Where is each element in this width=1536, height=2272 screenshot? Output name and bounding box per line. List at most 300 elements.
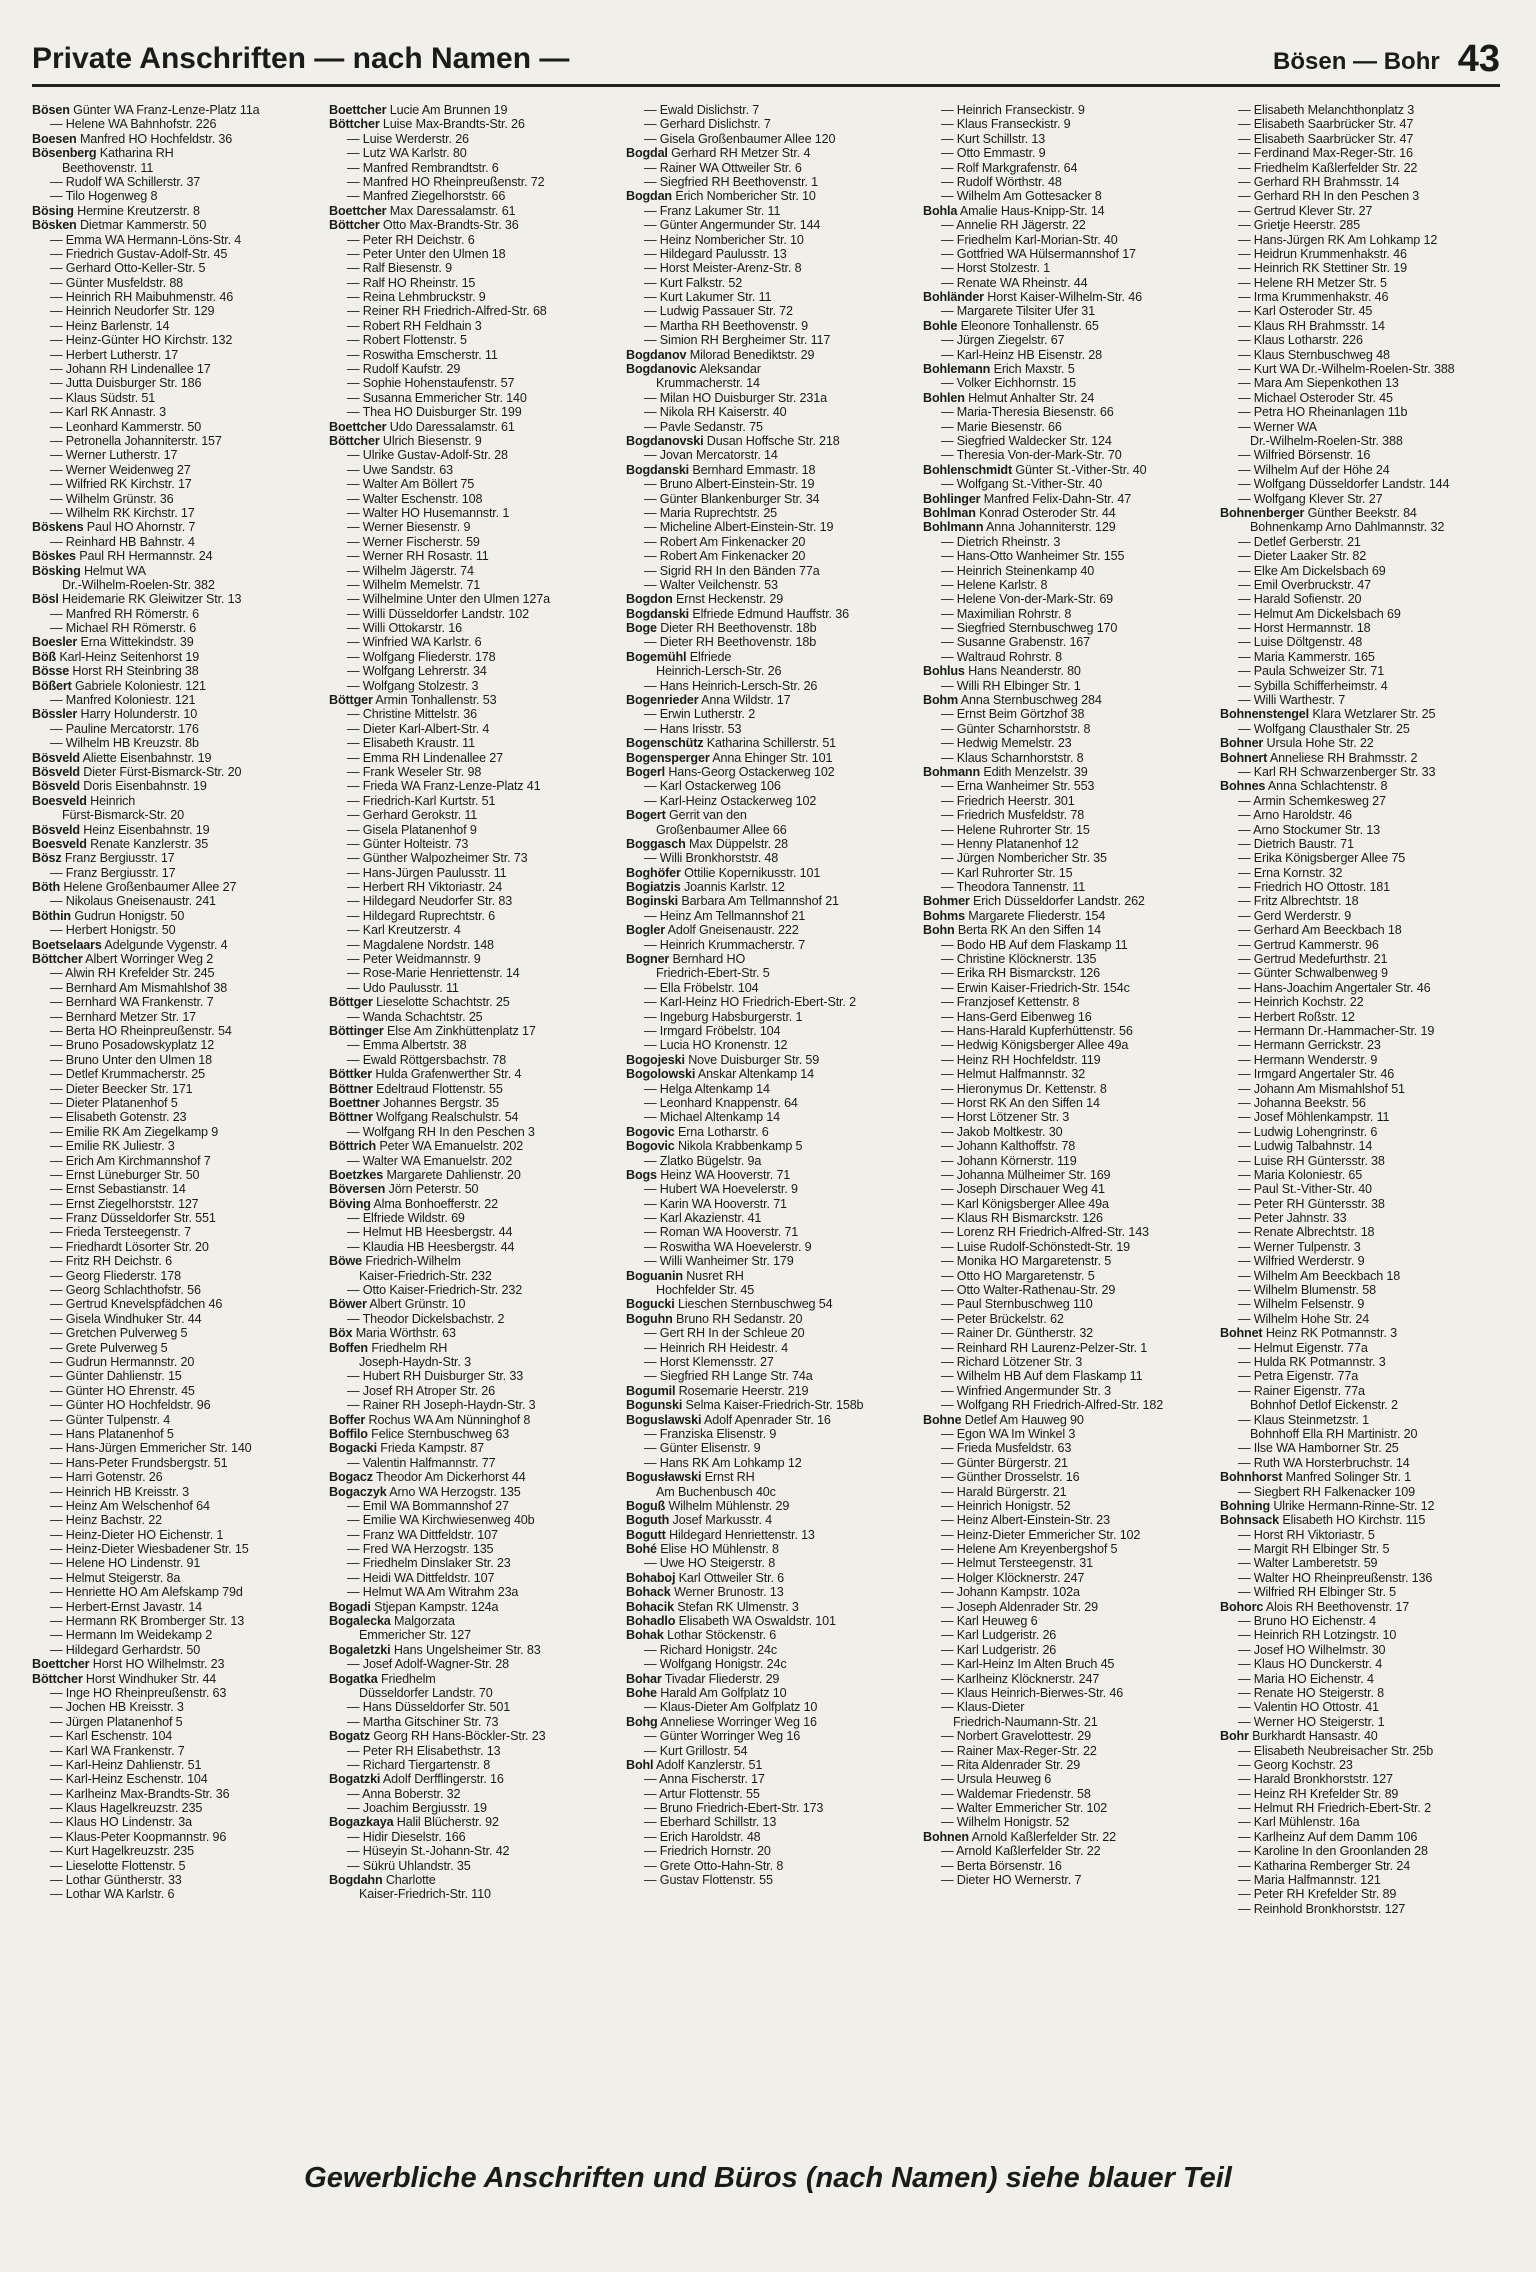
address-entry: — Eberhard Schillstr. 13 (644, 1815, 777, 1830)
address-entry: — Walter HO Rheinpreußenstr. 136 (1238, 1570, 1433, 1585)
address-entry: — Bernhard Metzer Str. 17 (50, 1009, 197, 1024)
address-entry: — Heinrich RH Maibuhmenstr. 46 (50, 290, 234, 305)
listing-columns (32, 103, 1502, 2143)
address-entry: — Dieter Platanenhof 5 (50, 1095, 178, 1110)
address-entry: — Heinrich RK Stettiner Str. 19 (1238, 261, 1407, 276)
address-entry: — Otto Walter-Rathenau-Str. 29 (941, 1283, 1116, 1298)
address-entry: — Egon WA Im Winkel 3 (941, 1426, 1076, 1441)
address-entry: — Emma RH Lindenallee 27 (347, 750, 503, 765)
address-entry: Böttcher Horst Windhuker Str. 44 (32, 1671, 217, 1686)
address-entry: — Kurt Grillostr. 54 (644, 1743, 748, 1758)
address-entry: — Berta HO Rheinpreußenstr. 54 (50, 1024, 232, 1038)
address-entry: — Sükrü Uhlandstr. 35 (347, 1858, 471, 1873)
address-entry: — Karlheinz Max-Brandts-Str. 36 (50, 1786, 230, 1801)
address-entry: — Johann Kalthoffstr. 78 (941, 1139, 1076, 1154)
address-entry: — Ella Fröbelstr. 104 (644, 980, 759, 995)
address-entry: Bohnenkamp Arno Dahlmannstr. 32 (1250, 520, 1445, 535)
address-entry: — Horst Meister-Arenz-Str. 8 (644, 261, 802, 276)
address-entry: — Gisela Platanenhof 9 (347, 822, 477, 837)
address-entry: — Hans Irisstr. 53 (644, 721, 742, 736)
address-entry: Bogatka Friedhelm (329, 1671, 436, 1686)
address-entry: — Emma Albertstr. 38 (347, 1038, 467, 1053)
address-entry: Boginski Barbara Am Tellmannshof 21 (626, 894, 839, 909)
address-entry: — Erna Kornstr. 32 (1238, 865, 1343, 880)
address-entry: Böttger Armin Tonhallenstr. 53 (329, 693, 497, 708)
address-entry: — Peter RH Krefelder Str. 89 (1238, 1887, 1397, 1902)
listing-column (1220, 103, 1502, 2143)
address-entry: Boesler Erna Wittekindstr. 39 (32, 635, 194, 650)
address-entry: Bogatz Georg RH Hans-Böckler-Str. 23 (329, 1729, 546, 1744)
address-entry: Bohlinger Manfred Felix-Dahn-Str. 47 (923, 491, 1132, 506)
address-entry: — Hans-Jürgen RK Am Lohkamp 12 (1238, 232, 1438, 247)
address-entry: Bogusławski Ernst RH (626, 1470, 755, 1485)
address-entry: — Rudolf Kaufstr. 29 (347, 362, 461, 377)
address-entry: — Herbert Honigstr. 50 (50, 923, 176, 938)
address-entry: — Emilie RK Juliestr. 3 (50, 1139, 175, 1154)
address-entry: — Gretchen Pulverweg 5 (50, 1326, 188, 1341)
address-entry: Boettcher Max Daressalamstr. 61 (329, 203, 516, 218)
address-entry: — Wilhelmine Unter den Ulmen 127a (347, 592, 550, 607)
address-entry: — Gisela Großenbaumer Allee 120 (644, 131, 836, 146)
address-entry: — Karl Kreutzerstr. 4 (347, 923, 461, 938)
address-entry: — Werner Fischerstr. 59 (347, 534, 480, 549)
address-entry: Bogojeski Nove Duisburger Str. 59 (626, 1052, 820, 1067)
address-entry: — Grete Otto-Hahn-Str. 8 (644, 1858, 784, 1873)
address-entry: — Helmut WA Am Witrahm 23a (347, 1585, 519, 1600)
address-entry: — Bruno Unter den Ulmen 18 (50, 1052, 213, 1067)
address-entry: — Ewald Röttgersbachstr. 78 (347, 1052, 507, 1067)
address-entry: — Peter RH Deichstr. 6 (347, 232, 475, 247)
address-entry: Bohmann Edith Menzelstr. 39 (923, 764, 1088, 779)
address-entry: — Otto Kaiser-Friedrich-Str. 232 (347, 1283, 523, 1298)
address-entry: — Bruno Albert-Einstein-Str. 19 (644, 477, 815, 492)
address-entry: — Fred WA Herzogstr. 135 (347, 1542, 494, 1557)
address-entry: — Hans RK Am Lohkamp 12 (644, 1455, 802, 1470)
address-entry: — Hans-Joachim Angertaler Str. 46 (1238, 980, 1431, 995)
address-entry: — Johanna Beekstr. 56 (1238, 1095, 1366, 1110)
address-entry: — Günter Tulpenstr. 4 (50, 1412, 171, 1427)
address-entry: Am Buchenbusch 40c (656, 1484, 776, 1499)
address-entry: — Karl-Heinz HO Friedrich-Ebert-Str. 2 (644, 995, 856, 1010)
address-entry: — Heinz Bachstr. 22 (50, 1513, 162, 1528)
address-entry: — Petra Eigenstr. 77a (1238, 1369, 1359, 1384)
address-entry: — Willi Wanheimer Str. 179 (644, 1254, 794, 1269)
address-entry: Boettcher Horst HO Wilhelmstr. 23 (32, 1657, 225, 1672)
address-entry: Bohm Anna Sternbuschweg 284 (923, 693, 1102, 708)
address-entry: — Otto HO Margaretenstr. 5 (941, 1268, 1095, 1283)
address-entry: — Helmut RH Friedrich-Ebert-Str. 2 (1238, 1801, 1431, 1816)
address-entry: — Inge HO Rheinpreußenstr. 63 (50, 1685, 227, 1700)
address-entry: — Grietje Heerstr. 285 (1238, 218, 1360, 233)
address-entry: — Karl-Heinz HB Eisenstr. 28 (941, 347, 1102, 362)
address-entry: — Ralf Biesenstr. 9 (347, 261, 452, 276)
address-entry: — Frieda Tersteegenstr. 7 (50, 1225, 191, 1240)
address-entry: Bösken Dietmar Kammerstr. 50 (32, 218, 207, 233)
address-entry: Böwer Albert Grünstr. 10 (329, 1297, 466, 1312)
address-entry: — Klaus Hagelkreuzstr. 235 (50, 1801, 203, 1816)
address-entry: — Maria-Theresia Biesenstr. 66 (941, 405, 1114, 420)
address-entry: — Annelie RH Jägerstr. 22 (941, 218, 1086, 233)
address-entry: Böving Alma Bonhoefferstr. 22 (329, 1196, 499, 1211)
address-entry: — Frieda Musfeldstr. 63 (941, 1441, 1072, 1456)
address-entry: — Johann Am Mismahlshof 51 (1238, 1081, 1405, 1096)
address-entry: — Klaudia HB Heesbergstr. 44 (347, 1239, 515, 1254)
address-entry: — Siegfried Sternbuschweg 170 (941, 621, 1118, 636)
address-entry: — Maria HO Eichenstr. 4 (1238, 1671, 1374, 1686)
address-entry: — Hans-Gerd Eibenweg 16 (941, 1009, 1092, 1024)
address-entry: — Josef HO Wilhelmstr. 30 (1238, 1642, 1386, 1657)
address-entry: — Robert Flottenstr. 5 (347, 333, 467, 348)
address-entry: — Horst Klemensstr. 27 (644, 1354, 774, 1369)
address-entry: — Ferdinand Max-Reger-Str. 16 (1238, 146, 1413, 161)
address-entry: Bohacik Stefan RK Ulmenstr. 3 (626, 1599, 799, 1614)
address-entry: Heinrich-Lersch-Str. 26 (656, 664, 782, 679)
address-entry: — Ralf HO Rheinstr. 15 (347, 275, 476, 290)
address-entry: — Lutz WA Karlstr. 80 (347, 146, 467, 161)
address-entry: — Udo Paulusstr. 11 (347, 980, 459, 995)
address-entry: — Franz WA Dittfeldstr. 107 (347, 1527, 498, 1542)
address-entry: — Willi Warthestr. 7 (1238, 693, 1346, 708)
address-entry: — Kurt WA Dr.-Wilhelm-Roelen-Str. 388 (1238, 362, 1455, 377)
address-entry: — Siegbert RH Falkenacker 109 (1238, 1484, 1415, 1499)
address-entry: — Heinrich Kochstr. 22 (1238, 995, 1364, 1010)
address-entry: — Sigrid RH In den Bänden 77a (644, 563, 820, 578)
address-entry: — Herbert-Ernst Javastr. 14 (50, 1599, 203, 1614)
address-entry: — Wilfried RK Kirchstr. 17 (50, 477, 192, 492)
address-entry: Böskens Paul HO Ahornstr. 7 (32, 520, 196, 535)
address-entry: — Klaus HO Dunckerstr. 4 (1238, 1657, 1383, 1672)
address-entry: — Marie Biesenstr. 66 (941, 419, 1062, 434)
address-entry: — Wolfgang Fliederstr. 178 (347, 649, 496, 664)
address-entry: — Heinrich Krummacherstr. 7 (644, 937, 806, 952)
address-entry: — Klaus Sternbuschweg 48 (1238, 347, 1390, 362)
address-entry: Bohning Ulrike Hermann-Rinne-Str. 12 (1220, 1498, 1435, 1513)
address-entry: — Wilhelm Auf der Höhe 24 (1238, 462, 1390, 477)
address-entry: — Heinz-Dieter HO Eichenstr. 1 (50, 1527, 224, 1542)
address-entry: Bösenberg Katharina RH (32, 146, 174, 161)
address-entry: — Elisabeth Gotenstr. 23 (50, 1110, 187, 1125)
address-entry: — Helene HO Lindenstr. 91 (50, 1556, 201, 1571)
address-entry: — Wilhelm Grünstr. 36 (50, 491, 174, 506)
address-entry: — Bruno HO Eichenstr. 4 (1238, 1614, 1376, 1629)
address-entry: Bösz Franz Bergiusstr. 17 (32, 851, 175, 866)
address-entry: — Erna Wanheimer Str. 553 (941, 779, 1095, 794)
address-entry: — Jochen HB Kreisstr. 3 (50, 1700, 184, 1715)
address-entry: — Walter WA Emanuelstr. 202 (347, 1153, 513, 1168)
address-entry: Boguth Josef Markusstr. 4 (626, 1513, 773, 1528)
address-entry: — Gerhard Am Beeckbach 18 (1238, 923, 1402, 938)
address-entry: — Hubert RH Duisburger Str. 33 (347, 1369, 524, 1384)
address-entry: — Günter Musfeldstr. 88 (50, 275, 184, 290)
address-entry: — Horst Stolzestr. 1 (941, 261, 1050, 276)
address-entry: — Günter Elisenstr. 9 (644, 1441, 761, 1456)
address-entry: — Erika Königsberger Allee 75 (1238, 851, 1406, 866)
address-entry: — Willi Düsseldorfer Landstr. 102 (347, 606, 529, 621)
address-entry: — Franzjosef Kettenstr. 8 (941, 995, 1080, 1010)
address-entry: Böttker Hulda Grafenwerther Str. 4 (329, 1067, 522, 1082)
address-entry: — Helmut HB Heesbergstr. 44 (347, 1225, 513, 1240)
address-entry: — Dietrich Rheinstr. 3 (941, 534, 1061, 549)
address-entry: — Tilo Hogenweg 8 (50, 189, 158, 204)
address-entry: — Robert RH Feldhain 3 (347, 318, 482, 333)
address-entry: — Wilfried RH Elbinger Str. 5 (1238, 1585, 1397, 1600)
address-entry: — Rainer RH Joseph-Haydn-Str. 3 (347, 1398, 536, 1413)
address-entry: — Helmut Eigenstr. 77a (1238, 1340, 1368, 1355)
address-entry: — Willi Bronkhorststr. 48 (644, 851, 779, 866)
address-entry: — Jürgen Nombericher Str. 35 (941, 851, 1107, 866)
address-entry: — Richard Tiergartenstr. 8 (347, 1757, 491, 1772)
address-entry: Boffen Friedhelm RH (329, 1340, 448, 1355)
address-entry: — Henriette HO Am Alefskamp 79d (50, 1585, 243, 1600)
address-entry: — Friedhardt Lösorter Str. 20 (50, 1239, 209, 1254)
address-entry: — Peter RH Güntersstr. 38 (1238, 1196, 1385, 1211)
address-entry: Boffer Rochus WA Am Nünninghof 8 (329, 1412, 531, 1427)
address-entry: Bohms Margarete Fliederstr. 154 (923, 908, 1106, 923)
address-entry: — Klaus Südstr. 51 (50, 390, 156, 405)
address-entry: — Friedrich Gustav-Adolf-Str. 45 (50, 246, 228, 261)
address-entry: — Helmut Halfmannstr. 32 (941, 1067, 1086, 1082)
address-entry: — Heinrich HB Kreisstr. 3 (50, 1484, 190, 1499)
address-entry: — Hildegard Gerhardstr. 50 (50, 1642, 201, 1657)
address-entry: — Gerhard RH Brahmsstr. 14 (1238, 174, 1400, 189)
address-entry: Böwe Friedrich-Wilhelm (329, 1254, 461, 1269)
address-entry: Bogdanski Elfriede Edmund Hauffstr. 36 (626, 606, 849, 621)
address-entry: — Elke Am Dickelsbach 69 (1238, 563, 1386, 578)
address-entry: — Lorenz RH Friedrich-Alfred-Str. 143 (941, 1225, 1149, 1240)
address-entry: — Franz Lakumer Str. 11 (644, 203, 781, 218)
address-entry: Bogdahn Charlotte (329, 1873, 436, 1888)
address-entry: — Heinz Barlenstr. 14 (50, 318, 170, 333)
address-entry: Bohack Werner Brunostr. 13 (626, 1585, 784, 1600)
address-entry: — Artur Flottenstr. 55 (644, 1786, 760, 1801)
address-entry: — Johanna Mülheimer Str. 169 (941, 1167, 1111, 1182)
address-entry: — Horst Hermannstr. 18 (1238, 621, 1371, 636)
address-entry: — Kurt Schillstr. 13 (941, 131, 1046, 146)
address-entry: Bohmer Erich Düsseldorfer Landstr. 262 (923, 894, 1145, 909)
address-entry: — Friedhelm Kaßlerfelder Str. 22 (1238, 160, 1418, 175)
address-entry: — Josef RH Atroper Str. 26 (347, 1383, 495, 1398)
address-entry: Bohlemann Erich Maxstr. 5 (923, 362, 1075, 377)
address-entry: Boffilo Felice Sternbuschweg 63 (329, 1426, 510, 1441)
address-entry: — Frank Weseler Str. 98 (347, 764, 482, 779)
address-entry: — Heidi WA Dittfeldstr. 107 (347, 1570, 495, 1585)
address-entry: — Holger Klöcknerstr. 247 (941, 1570, 1085, 1585)
page-number: 43 (1457, 38, 1500, 80)
address-entry: — Karoline In den Groonlanden 28 (1238, 1844, 1428, 1859)
address-entry: — Karl RK Annastr. 3 (50, 405, 166, 420)
address-entry: Fürst-Bismarck-Str. 20 (62, 808, 184, 823)
address-entry: — Harri Gotenstr. 26 (50, 1470, 163, 1485)
address-entry: — Horst RK An den Siffen 14 (941, 1095, 1100, 1110)
address-entry: — Wilfried Börsenstr. 16 (1238, 448, 1371, 463)
address-entry: — Georg Schlachthofstr. 56 (50, 1283, 201, 1298)
address-entry: Bösen Günter WA Franz-Lenze-Platz 11a (32, 103, 260, 117)
address-entry: — Hans-Otto Wanheimer Str. 155 (941, 549, 1125, 564)
address-entry: Boguhn Bruno RH Sedanstr. 20 (626, 1311, 803, 1326)
address-entry: — Luise Werderstr. 26 (347, 131, 469, 146)
address-entry: — Joachim Bergiusstr. 19 (347, 1801, 487, 1816)
address-entry: — Susanne Grabenstr. 167 (941, 635, 1091, 650)
address-entry: — Dietrich Baustr. 71 (1238, 836, 1354, 851)
address-entry: — Ingeburg Habsburgerstr. 1 (644, 1009, 803, 1024)
address-entry: — Friedrich Heerstr. 301 (941, 793, 1075, 808)
address-entry: — Dieter Laaker Str. 82 (1238, 549, 1367, 564)
address-entry: — Maximilian Rohrstr. 8 (941, 606, 1072, 621)
address-entry: — Emil WA Bommannshof 27 (347, 1498, 509, 1513)
address-entry: Hochfelder Str. 45 (656, 1283, 755, 1298)
address-entry: — Rose-Marie Henriettenstr. 14 (347, 966, 520, 981)
address-entry: Bohnen Arnold Kaßlerfelder Str. 22 (923, 1829, 1116, 1844)
address-entry: Bohé Elise HO Mühlenstr. 8 (626, 1542, 779, 1557)
address-entry: — Horst Lötzener Str. 3 (941, 1110, 1070, 1125)
address-entry: — Ernst Beim Görtzhof 38 (941, 707, 1085, 722)
address-entry: Bösl Heidemarie RK Gleiwitzer Str. 13 (32, 592, 242, 607)
address-entry: — Klaus Heinrich-Bierwes-Str. 46 (941, 1685, 1124, 1700)
address-entry: — Joseph Dirschauer Weg 41 (941, 1182, 1105, 1197)
address-entry: — Karl RH Schwarzenberger Str. 33 (1238, 764, 1436, 779)
address-entry: — Maria Kammerstr. 165 (1238, 649, 1375, 664)
address-entry: — Susanna Emmericher Str. 140 (347, 390, 527, 405)
address-entry: — Hermann Im Weidekamp 2 (50, 1628, 213, 1643)
address-entry: — Emilie WA Kirchwiesenweg 40b (347, 1513, 535, 1528)
address-entry: — Heinz-Dieter Emmericher Str. 102 (941, 1527, 1141, 1542)
address-entry: Bohlman Konrad Osteroder Str. 44 (923, 505, 1116, 520)
address-entry: — Monika HO Margaretenstr. 5 (941, 1254, 1112, 1269)
address-entry: — Elisabeth Saarbrücker Str. 47 (1238, 117, 1414, 132)
address-entry: — Karl Eschenstr. 104 (50, 1729, 173, 1744)
address-entry: — Katharina Remberger Str. 24 (1238, 1858, 1411, 1873)
address-entry: Boetselaars Adelgunde Vygenstr. 4 (32, 937, 228, 952)
address-entry: — Micheline Albert-Einstein-Str. 19 (644, 520, 834, 535)
address-entry: Dr.-Wilhelm-Roelen-Str. 388 (1250, 433, 1403, 448)
address-entry: — Klaus Scharnhorststr. 8 (941, 750, 1084, 765)
address-entry: — Reiner RH Friedrich-Alfred-Str. 68 (347, 304, 547, 319)
address-entry: Bogs Heinz WA Hooverstr. 71 (626, 1167, 791, 1182)
address-entry: Bogdon Ernst Heckenstr. 29 (626, 592, 784, 607)
address-entry: — Peter Jahnstr. 33 (1238, 1211, 1347, 1226)
listing-column (32, 103, 314, 2143)
address-entry: — Günter Scharnhorststr. 8 (941, 721, 1091, 736)
address-entry: — Otto Emmastr. 9 (941, 146, 1046, 161)
address-entry: — Anna Boberstr. 32 (347, 1786, 461, 1801)
address-entry: — Gertrud Knevelspfädchen 46 (50, 1297, 223, 1312)
address-entry: — Theodora Tannenstr. 11 (941, 880, 1086, 895)
address-entry: Bohaboj Karl Ottweiler Str. 6 (626, 1570, 785, 1585)
address-entry: Bohnsack Elisabeth HO Kirchstr. 115 (1220, 1513, 1426, 1528)
address-entry: — Ludwig Talbahnstr. 14 (1238, 1139, 1373, 1154)
address-entry: Bohländer Horst Kaiser-Wilhelm-Str. 46 (923, 290, 1142, 305)
address-entry: — Ernst Sebastianstr. 14 (50, 1182, 186, 1197)
address-entry: — Franz Bergiusstr. 17 (50, 865, 176, 880)
address-entry: Bogdal Gerhard RH Metzer Str. 4 (626, 146, 811, 161)
address-entry: — Wilhelm HB Auf dem Flaskamp 11 (941, 1369, 1143, 1384)
address-entry: — Wilhelm Blumenstr. 58 (1238, 1283, 1376, 1298)
address-entry: — Theodor Dickelsbachstr. 2 (347, 1311, 505, 1326)
address-entry: — Gudrun Hermannstr. 20 (50, 1354, 195, 1369)
address-entry: Bogerl Hans-Georg Ostackerweg 102 (626, 764, 835, 779)
address-entry: — Helene WA Bahnhofstr. 226 (50, 117, 217, 132)
address-entry: — Ernst Ziegelhorststr. 127 (50, 1196, 199, 1211)
address-entry: — Irmgard Angertaler Str. 46 (1238, 1067, 1395, 1082)
address-entry: — Erich Haroldstr. 48 (644, 1829, 761, 1844)
address-entry: Bogaczyk Arno WA Herzogstr. 135 (329, 1484, 521, 1499)
address-entry: Großenbaumer Allee 66 (656, 822, 787, 837)
address-entry: — Günther Walpozheimer Str. 73 (347, 851, 528, 866)
address-entry: — Günter Holteistr. 73 (347, 836, 469, 851)
address-entry: — Reinhold Bronkhorststr. 127 (1238, 1901, 1406, 1916)
address-entry: — Renate Albrechtstr. 18 (1238, 1225, 1375, 1240)
address-entry: — Volker Eichhornstr. 15 (941, 376, 1076, 391)
address-entry: Bogdanski Bernhard Emmastr. 18 (626, 462, 816, 477)
address-entry: — Peter RH Elisabethstr. 13 (347, 1743, 501, 1758)
address-entry: Kaiser-Friedrich-Str. 232 (359, 1268, 492, 1283)
address-entry: — Friedrich HO Ottostr. 181 (1238, 880, 1391, 895)
address-entry: — Erwin Kaiser-Friedrich-Str. 154c (941, 980, 1130, 995)
address-entry: — Heinz Nombericher Str. 10 (644, 232, 804, 247)
address-entry: — Karl-Heinz Ostackerweg 102 (644, 793, 817, 808)
address-entry: — Gerhard Dislichstr. 7 (644, 117, 771, 132)
address-entry: — Elisabeth Neubreisacher Str. 25b (1238, 1743, 1434, 1758)
address-entry: Dr.-Wilhelm-Roelen-Str. 382 (62, 577, 215, 592)
address-entry: — Elisabeth Kraustr. 11 (347, 736, 475, 751)
address-entry: — Klaus-Dieter Am Golfplatz 10 (644, 1700, 818, 1715)
address-entry: — Karin WA Hooverstr. 71 (644, 1196, 787, 1211)
address-entry: — Petronella Johanniterstr. 157 (50, 433, 222, 448)
address-entry: — Wilhelm Honigstr. 52 (941, 1815, 1070, 1830)
address-entry: — Heinrich Neudorfer Str. 129 (50, 304, 215, 319)
address-entry: Bösveld Dieter Fürst-Bismarck-Str. 20 (32, 764, 242, 779)
address-entry: — Gertrud Medefurthstr. 21 (1238, 952, 1388, 967)
address-entry: — Leonhard Kammerstr. 50 (50, 419, 202, 434)
address-entry: — Robert Am Finkenacker 20 (644, 549, 806, 564)
address-entry: Bohar Tivadar Fliederstr. 29 (626, 1671, 780, 1686)
address-entry: — Leonhard Knappenstr. 64 (644, 1095, 798, 1110)
address-entry: — Günter HO Ehrenstr. 45 (50, 1383, 195, 1398)
address-entry: — Heinz RH Krefelder Str. 89 (1238, 1786, 1399, 1801)
address-entry: Böttcher Luise Max-Brandts-Str. 26 (329, 117, 525, 132)
address-entry: — Ernst Lüneburger Str. 50 (50, 1167, 200, 1182)
address-entry: — Karlheinz Auf dem Damm 106 (1238, 1829, 1418, 1844)
address-entry: — Friedhelm Karl-Morian-Str. 40 (941, 232, 1118, 247)
address-entry: — Magdalene Nordstr. 148 (347, 937, 494, 952)
address-entry: — Hans-Jürgen Paulusstr. 11 (347, 865, 507, 880)
address-entry: — Hans-Jürgen Emmericher Str. 140 (50, 1441, 252, 1456)
address-entry: Böttcher Otto Max-Brandts-Str. 36 (329, 218, 519, 233)
address-entry: — Friedhelm Dinslaker Str. 23 (347, 1556, 511, 1571)
address-entry: Bogovic Nikola Krabbenkamp 5 (626, 1139, 803, 1154)
address-entry: — Uwe Sandstr. 63 (347, 462, 453, 477)
address-entry: — Reina Lehmbruckstr. 9 (347, 290, 486, 305)
address-entry: — Luise Rudolf-Schönstedt-Str. 19 (941, 1239, 1130, 1254)
address-entry: — Jutta Duisburger Str. 186 (50, 376, 202, 391)
address-entry: Boesveld Heinrich (32, 793, 136, 808)
footer-note: Gewerbliche Anschriften und Büros (nach Namen) siehe blauer Teil (304, 2162, 1232, 2194)
address-entry: — Christine Klöcknerstr. 135 (941, 952, 1097, 967)
address-entry: Bogner Bernhard HO (626, 952, 746, 967)
address-entry: — Roman WA Hooverstr. 71 (644, 1225, 799, 1240)
address-entry: — Michael RH Römerstr. 6 (50, 621, 197, 636)
listing-column (923, 103, 1205, 2143)
address-entry: — Hüseyin St.-Johann-Str. 42 (347, 1844, 510, 1859)
address-entry: Düsseldorfer Landstr. 70 (359, 1685, 493, 1700)
address-entry: — Kurt Falkstr. 52 (644, 275, 743, 290)
address-entry: — Helene Von-der-Mark-Str. 69 (941, 592, 1114, 607)
address-entry: — Dieter HO Wernerstr. 7 (941, 1873, 1082, 1888)
address-entry: — Werner Lutherstr. 17 (50, 448, 178, 463)
address-entry: Böthin Gudrun Honigstr. 50 (32, 908, 185, 923)
address-entry: — Paula Schweizer Str. 71 (1238, 664, 1385, 679)
address-entry: — Jakob Moltkestr. 30 (941, 1124, 1063, 1139)
